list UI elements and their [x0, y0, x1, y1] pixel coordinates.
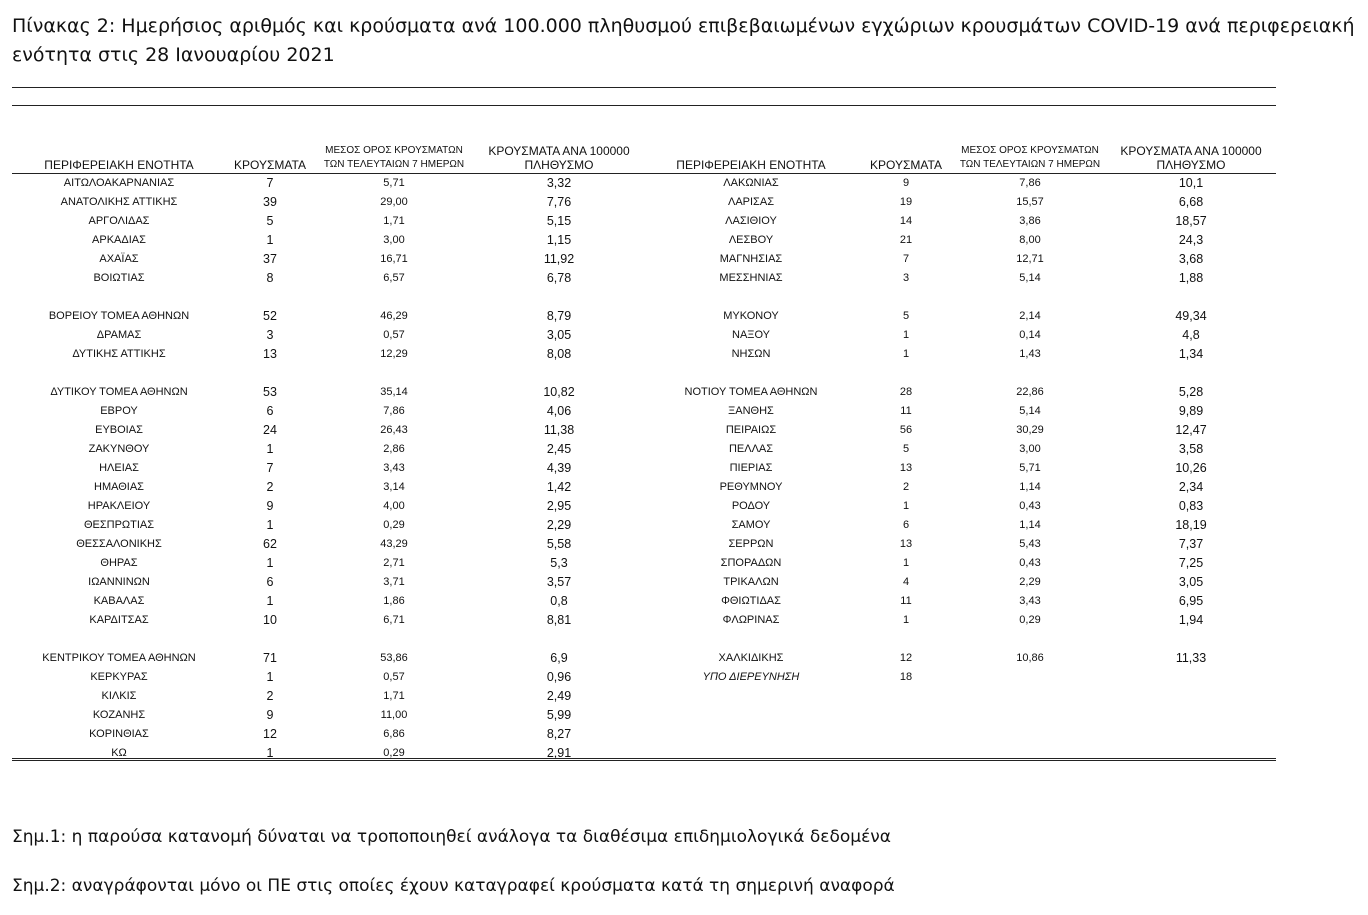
left-cell-per100k: 8,08 [546, 347, 572, 361]
right-cell-cases: 1 [902, 557, 910, 569]
right-cell-region: ΠΕΛΛΑΣ [728, 443, 774, 455]
left-cell-avg: 5,71 [383, 177, 405, 189]
left-cell-cases: 71 [263, 651, 277, 665]
left-cell-cases: 9 [266, 708, 274, 722]
left-cell-per100k: 5,58 [546, 537, 572, 551]
divider-bottom-1 [12, 758, 1276, 759]
left-cell-cases: 7 [266, 176, 274, 190]
right-cell-avg: 3,86 [1019, 215, 1041, 227]
left-cell-per100k: 8,81 [546, 613, 572, 627]
left-cell-region: ΑΙΤΩΛΟΑΚΑΡΝΑΝΙΑΣ [63, 177, 175, 189]
right-cell-avg: 2,14 [1019, 310, 1041, 322]
right-cell-cases: 18 [899, 671, 913, 683]
right-cell-per100k: 12,47 [1175, 423, 1207, 437]
right-cell-avg: 0,14 [1019, 329, 1041, 341]
left-cell-cases: 6 [266, 575, 274, 589]
left-cell-cases: 62 [263, 537, 277, 551]
left-cell-cases: 10 [263, 613, 277, 627]
right-cell-cases: 1 [902, 329, 910, 341]
left-cell-region: ΔΡΑΜΑΣ [96, 329, 142, 341]
right-cell-cases: 28 [899, 386, 913, 398]
left-cell-avg: 0,29 [383, 519, 405, 531]
left-cell-cases: 1 [266, 442, 274, 456]
left-cell-cases: 2 [266, 689, 274, 703]
left-cell-per100k: 1,15 [546, 233, 572, 247]
right-cell-region: ΣΠΟΡΑΔΩΝ [720, 557, 782, 569]
right-cell-per100k: 11,33 [1175, 651, 1207, 665]
left-header-cases: ΚΡΟΥΣΜΑΤΑ [234, 158, 306, 172]
left-cell-region: ΚΑΒΑΛΑΣ [93, 595, 145, 607]
left-cell-avg: 6,57 [383, 272, 405, 284]
divider-top-1 [12, 87, 1276, 88]
left-cell-region: ΗΜΑΘΙΑΣ [94, 481, 144, 493]
left-cell-cases: 5 [266, 214, 274, 228]
right-header-region: ΠΕΡΙΦΕΡΕΙΑΚΗ ΕΝΟΤΗΤΑ [676, 158, 826, 172]
right-cell-region: ΛΕΣΒΟΥ [728, 234, 774, 246]
right-cell-avg: 12,71 [1016, 253, 1044, 265]
left-cell-cases: 12 [263, 727, 277, 741]
table-title: Πίνακας 2: Ημερήσιος αριθμός και κρούσματα ανά 100.000 πληθυσμού επιβεβαιωμένων εγχώριων κρουσμάτων COVID-19 ανά περιφερειακή ενότητα στις 28 Ιανουαρίου 2021 [12, 15, 1355, 66]
left-cell-per100k: 2,95 [546, 499, 572, 513]
left-cell-region: ΕΥΒΟΙΑΣ [95, 424, 143, 436]
right-cell-region: ΦΛΩΡΙΝΑΣ [722, 614, 780, 626]
left-cell-avg: 1,86 [383, 595, 405, 607]
divider-bottom-2 [12, 760, 1276, 761]
left-header-per100k-line2: ΠΛΗΘΥΣΜΟ [524, 158, 594, 172]
left-cell-region: ΘΗΡΑΣ [100, 557, 138, 569]
right-cell-avg: 15,57 [1016, 196, 1044, 208]
right-header-per100k-line1: ΚΡΟΥΣΜΑΤΑ ΑΝΑ 100000 [1120, 144, 1262, 158]
right-cell-per100k: 6,68 [1178, 195, 1204, 209]
right-cell-region: ΝΟΤΙΟΥ ΤΟΜΕΑ ΑΘΗΝΩΝ [684, 386, 818, 398]
left-cell-cases: 1 [266, 670, 274, 684]
right-cell-avg: 1,43 [1019, 348, 1041, 360]
left-cell-region: ΚΟΖΑΝΗΣ [92, 709, 146, 721]
left-cell-cases: 13 [263, 347, 277, 361]
right-cell-cases: 9 [902, 177, 910, 189]
right-cell-region: ΝΗΣΩΝ [731, 348, 771, 360]
left-header-per100k-line1: ΚΡΟΥΣΜΑΤΑ ΑΝΑ 100000 [488, 144, 630, 158]
right-cell-per100k: 6,95 [1178, 594, 1204, 608]
left-cell-avg: 12,29 [380, 348, 408, 360]
left-cell-per100k: 5,99 [546, 708, 572, 722]
left-cell-per100k: 3,05 [546, 328, 572, 342]
right-cell-cases: 6 [902, 519, 910, 531]
right-cell-avg: 5,14 [1019, 272, 1041, 284]
left-header-avg-line2: ΤΩΝ ΤΕΛΕΥΤΑΙΩΝ 7 ΗΜΕΡΩΝ [323, 159, 465, 170]
right-cell-region: ΜΕΣΣΗΝΙΑΣ [719, 272, 783, 284]
right-cell-region: ΣΑΜΟΥ [731, 519, 771, 531]
right-cell-avg: 10,86 [1016, 652, 1044, 664]
right-cell-avg: 5,43 [1019, 538, 1041, 550]
right-cell-per100k: 5,28 [1178, 385, 1204, 399]
left-cell-per100k: 3,57 [546, 575, 572, 589]
right-cell-per100k: 1,88 [1178, 271, 1204, 285]
right-cell-cases: 11 [900, 595, 912, 607]
left-cell-avg: 2,86 [383, 443, 405, 455]
right-cell-avg: 0,43 [1019, 557, 1041, 569]
right-cell-region: ΠΙΕΡΙΑΣ [729, 462, 773, 474]
right-header-per100k-line2: ΠΛΗΘΥΣΜΟ [1156, 158, 1226, 172]
left-cell-region: ΖΑΚΥΝΘΟΥ [88, 443, 150, 455]
right-cell-avg: 3,00 [1019, 443, 1041, 455]
left-cell-avg: 6,71 [383, 614, 405, 626]
left-cell-avg: 0,57 [383, 671, 405, 683]
left-cell-per100k: 5,3 [550, 556, 568, 570]
left-cell-per100k: 3,32 [546, 176, 572, 190]
right-cell-avg: 30,29 [1016, 424, 1044, 436]
left-cell-per100k: 8,27 [546, 727, 572, 741]
right-cell-per100k: 18,57 [1175, 214, 1207, 228]
left-cell-per100k: 2,45 [546, 442, 572, 456]
left-cell-cases: 8 [266, 271, 274, 285]
right-cell-cases: 3 [902, 272, 910, 284]
right-cell-cases: 5 [902, 310, 910, 322]
right-cell-region: ΤΡΙΚΑΛΩΝ [723, 576, 779, 588]
right-cell-region: ΜΥΚΟΝΟΥ [723, 310, 779, 322]
left-cell-avg: 3,14 [383, 481, 405, 493]
right-cell-avg: 3,43 [1019, 595, 1041, 607]
left-cell-cases: 37 [263, 252, 277, 266]
left-cell-cases: 6 [266, 404, 274, 418]
left-cell-region: ΚΕΝΤΡΙΚΟΥ ΤΟΜΕΑ ΑΘΗΝΩΝ [42, 652, 196, 664]
left-cell-region: ΗΛΕΙΑΣ [99, 462, 139, 474]
right-cell-per100k: 4,8 [1182, 328, 1200, 342]
left-cell-cases: 7 [266, 461, 274, 475]
left-cell-avg: 6,86 [383, 728, 405, 740]
right-cell-avg: 7,86 [1019, 177, 1041, 189]
right-cell-region: ΝΑΞΟΥ [732, 329, 770, 341]
left-cell-avg: 11,00 [380, 709, 408, 721]
right-cell-cases: 1 [902, 348, 910, 360]
left-cell-per100k: 6,9 [550, 651, 568, 665]
left-cell-cases: 1 [266, 233, 274, 247]
right-cell-region: ΡΟΔΟΥ [731, 500, 771, 512]
left-cell-region: ΑΡΚΑΔΙΑΣ [92, 234, 146, 246]
right-cell-per100k: 3,58 [1178, 442, 1204, 456]
right-cell-per100k: 3,05 [1178, 575, 1204, 589]
left-cell-avg: 29,00 [380, 196, 408, 208]
left-cell-per100k: 7,76 [546, 195, 572, 209]
left-cell-per100k: 4,39 [546, 461, 572, 475]
right-cell-avg: 8,00 [1019, 234, 1041, 246]
left-cell-region: ΚΩ [111, 747, 127, 759]
right-cell-per100k: 10,26 [1175, 461, 1207, 475]
left-cell-cases: 52 [263, 309, 277, 323]
left-cell-cases: 39 [263, 195, 277, 209]
left-cell-avg: 0,57 [383, 329, 405, 341]
left-cell-cases: 1 [266, 518, 274, 532]
right-cell-region: ΞΑΝΘΗΣ [728, 405, 774, 417]
right-cell-cases: 19 [899, 196, 913, 208]
right-cell-per100k: 1,94 [1178, 613, 1204, 627]
left-cell-region: ΑΧΑΪΑΣ [99, 253, 139, 265]
divider-top-2 [12, 105, 1276, 106]
left-cell-avg: 4,00 [383, 500, 405, 512]
right-cell-cases: 13 [899, 462, 913, 474]
right-cell-region: ΡΕΘΥΜΝΟΥ [719, 481, 783, 493]
right-cell-region: ΣΕΡΡΩΝ [728, 538, 774, 550]
right-cell-avg: 1,14 [1019, 481, 1041, 493]
left-cell-avg: 43,29 [380, 538, 408, 550]
right-header-cases: ΚΡΟΥΣΜΑΤΑ [870, 158, 942, 172]
right-cell-avg: 2,29 [1019, 576, 1041, 588]
left-cell-region: ΙΩΑΝΝΙΝΩΝ [88, 576, 150, 588]
left-cell-per100k: 2,49 [546, 689, 572, 703]
left-cell-per100k: 11,92 [543, 252, 575, 266]
left-cell-region: ΕΒΡΟΥ [100, 405, 138, 417]
right-cell-cases: 11 [900, 405, 912, 417]
left-cell-per100k: 5,15 [546, 214, 572, 228]
left-cell-avg: 16,71 [380, 253, 408, 265]
left-cell-cases: 9 [266, 499, 274, 513]
left-cell-region: ΑΡΓΟΛΙΔΑΣ [88, 215, 150, 227]
left-cell-per100k: 2,29 [546, 518, 572, 532]
right-cell-per100k: 10,1 [1178, 176, 1204, 190]
left-cell-avg: 26,43 [380, 424, 408, 436]
left-cell-cases: 24 [263, 423, 277, 437]
left-cell-cases: 53 [263, 385, 277, 399]
right-header-avg-line1: ΜΕΣΟΣ ΟΡΟΣ ΚΡΟΥΣΜΑΤΩΝ [961, 145, 1099, 156]
right-cell-region: ΠΕΙΡΑΙΩΣ [725, 424, 777, 436]
left-cell-cases: 1 [266, 594, 274, 608]
left-cell-per100k: 2,91 [546, 746, 572, 760]
right-cell-per100k: 9,89 [1178, 404, 1204, 418]
right-cell-avg: 1,14 [1019, 519, 1041, 531]
right-cell-per100k: 7,37 [1178, 537, 1204, 551]
note-1: Σημ.1: η παρούσα κατανομή δύναται να τροποποιηθεί ανάλογα τα διαθέσιμα επιδημιολογικά δεδομένα [12, 827, 891, 847]
right-cell-per100k: 18,19 [1175, 518, 1207, 532]
right-cell-region: ΜΑΓΝΗΣΙΑΣ [719, 253, 783, 265]
left-cell-avg: 1,71 [383, 215, 405, 227]
right-cell-region: ΧΑΛΚΙΔΙΚΗΣ [718, 652, 784, 664]
right-cell-cases: 5 [902, 443, 910, 455]
left-cell-avg: 3,43 [383, 462, 405, 474]
left-cell-region: ΒΟΙΩΤΙΑΣ [93, 272, 145, 284]
right-cell-cases: 4 [902, 576, 910, 588]
left-cell-region: ΔΥΤΙΚΗΣ ΑΤΤΙΚΗΣ [72, 348, 166, 360]
left-cell-avg: 35,14 [380, 386, 408, 398]
left-cell-cases: 2 [266, 480, 274, 494]
right-cell-per100k: 7,25 [1178, 556, 1204, 570]
left-cell-region: ΚΕΡΚΥΡΑΣ [90, 671, 148, 683]
left-cell-per100k: 4,06 [546, 404, 572, 418]
left-cell-per100k: 6,78 [546, 271, 572, 285]
right-cell-cases: 2 [902, 481, 910, 493]
left-cell-avg: 53,86 [380, 652, 408, 664]
right-cell-avg: 22,86 [1016, 386, 1044, 398]
left-cell-avg: 2,71 [383, 557, 405, 569]
left-cell-cases: 1 [266, 746, 274, 760]
right-cell-region: ΥΠΟ ΔΙΕΡΕΥΝΗΣΗ [702, 671, 800, 683]
right-cell-cases: 1 [902, 614, 910, 626]
right-cell-region: ΛΑΚΩΝΙΑΣ [723, 177, 779, 189]
left-cell-region: ΒΟΡΕΙΟΥ ΤΟΜΕΑ ΑΘΗΝΩΝ [48, 310, 190, 322]
left-cell-region: ΚΑΡΔΙΤΣΑΣ [89, 614, 149, 626]
data-table [0, 174, 1368, 764]
right-header-avg-line2: ΤΩΝ ΤΕΛΕΥΤΑΙΩΝ 7 ΗΜΕΡΩΝ [959, 159, 1101, 170]
left-header-region: ΠΕΡΙΦΕΡΕΙΑΚΗ ΕΝΟΤΗΤΑ [44, 158, 194, 172]
right-cell-per100k: 24,3 [1178, 233, 1204, 247]
left-cell-region: ΘΕΣΠΡΩΤΙΑΣ [83, 519, 155, 531]
right-cell-region: ΛΑΡΙΣΑΣ [727, 196, 774, 208]
right-cell-cases: 12 [899, 652, 913, 664]
left-header-avg-line1: ΜΕΣΟΣ ΟΡΟΣ ΚΡΟΥΣΜΑΤΩΝ [325, 145, 463, 156]
left-cell-avg: 7,86 [383, 405, 405, 417]
left-cell-avg: 3,00 [383, 234, 405, 246]
right-cell-per100k: 2,34 [1178, 480, 1204, 494]
left-cell-cases: 3 [266, 328, 274, 342]
left-cell-avg: 1,71 [383, 690, 405, 702]
left-cell-per100k: 11,38 [543, 423, 575, 437]
left-cell-region: ΗΡΑΚΛΕΙΟΥ [87, 500, 151, 512]
left-cell-avg: 0,29 [383, 747, 405, 759]
right-cell-region: ΦΘΙΩΤΙΔΑΣ [721, 595, 781, 607]
left-cell-per100k: 0,96 [546, 670, 572, 684]
right-cell-cases: 13 [899, 538, 913, 550]
right-cell-per100k: 3,68 [1178, 252, 1204, 266]
right-cell-cases: 1 [902, 500, 910, 512]
right-cell-per100k: 1,34 [1178, 347, 1204, 361]
right-cell-avg: 0,29 [1019, 614, 1041, 626]
left-cell-per100k: 10,82 [543, 385, 575, 399]
note-2: Σημ.2: αναγράφονται μόνο οι ΠΕ στις οποίες έχουν καταγραφεί κρούσματα κατά τη σημερινή αναφορά [12, 876, 895, 896]
left-cell-region: ΘΕΣΣΑΛΟΝΙΚΗΣ [76, 538, 162, 550]
left-cell-region: ΔΥΤΙΚΟΥ ΤΟΜΕΑ ΑΘΗΝΩΝ [50, 386, 188, 398]
right-cell-avg: 5,14 [1019, 405, 1041, 417]
left-cell-per100k: 8,79 [546, 309, 572, 323]
right-cell-cases: 21 [899, 234, 913, 246]
right-cell-cases: 7 [902, 253, 910, 265]
left-cell-region: ΚΙΛΚΙΣ [101, 690, 137, 702]
left-cell-avg: 3,71 [383, 576, 405, 588]
left-cell-per100k: 0,8 [550, 594, 568, 608]
right-cell-region: ΛΑΣΙΘΙΟΥ [725, 215, 777, 227]
left-cell-region: ΚΟΡΙΝΘΙΑΣ [89, 728, 149, 740]
right-cell-cases: 14 [899, 215, 913, 227]
right-cell-cases: 56 [899, 424, 913, 436]
right-cell-avg: 0,43 [1019, 500, 1041, 512]
left-cell-cases: 1 [266, 556, 274, 570]
left-cell-region: ΑΝΑΤΟΛΙΚΗΣ ΑΤΤΙΚΗΣ [60, 196, 178, 208]
left-cell-per100k: 1,42 [546, 480, 572, 494]
right-cell-per100k: 49,34 [1175, 309, 1207, 323]
right-cell-per100k: 0,83 [1178, 499, 1204, 513]
left-cell-avg: 46,29 [380, 310, 408, 322]
right-cell-avg: 5,71 [1019, 462, 1041, 474]
